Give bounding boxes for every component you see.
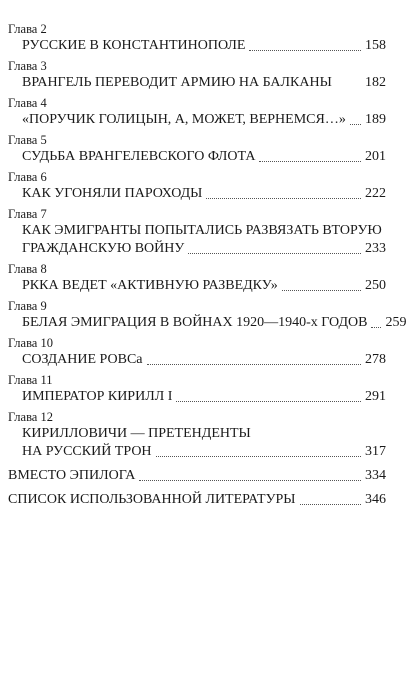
dot-leader	[206, 198, 361, 199]
toc-entry-line	[8, 74, 386, 92]
toc-chapter[interactable]	[8, 262, 386, 295]
chapter-label: Глава 9	[8, 299, 47, 313]
dot-leader	[176, 401, 361, 402]
entry-title: СОЗДАНИЕ РОВСа	[22, 352, 143, 367]
entry-title: СПИСОК ИСПОЛЬЗОВАННОЙ ЛИТЕРАТУРЫ	[8, 492, 296, 507]
toc-chapter[interactable]	[8, 96, 386, 129]
entry-title: РККА ВЕДЕТ «АКТИВНУЮ РАЗВЕДКУ»	[22, 278, 278, 293]
table-of-contents	[8, 22, 407, 509]
entry-title: ВРАНГЕЛЬ ПЕРЕВОДИТ АРМИЮ НА БАЛКАНЫ	[22, 75, 332, 90]
dot-leader	[350, 124, 361, 125]
page-number: 291	[365, 389, 386, 404]
entry-title: ГРАЖДАНСКУЮ ВОЙНУ	[22, 241, 185, 256]
page-number: 182	[365, 75, 386, 90]
toc-entry-line	[8, 351, 386, 369]
toc-chapter[interactable]	[8, 336, 386, 369]
entry-title: РУССКИЕ В КОНСТАНТИНОПОЛЕ	[22, 38, 246, 53]
page-number: 189	[365, 112, 386, 127]
entry-title: ВМЕСТО ЭПИЛОГА	[8, 468, 136, 483]
toc-entry-line	[8, 240, 386, 258]
dot-leader	[282, 290, 361, 291]
chapter-label: Глава 5	[8, 133, 47, 147]
chapter-label: Глава 4	[8, 96, 47, 110]
toc-entry-line	[8, 185, 386, 203]
entry-title: «ПОРУЧИК ГОЛИЦЫН, А, МОЖЕТ, ВЕРНЕМСЯ…»	[22, 112, 346, 127]
entry-title: СУДЬБА ВРАНГЕЛЕВСКОГО ФЛОТА	[22, 149, 256, 164]
entry-title: КАК УГОНЯЛИ ПАРОХОДЫ	[22, 186, 203, 201]
toc-chapter[interactable]	[8, 410, 386, 461]
page-number: 233	[365, 241, 386, 256]
entry-title: ИМПЕРАТОР КИРИЛЛ I	[22, 389, 173, 404]
toc-entry-line	[8, 443, 386, 461]
page-number: 317	[365, 444, 386, 459]
toc-entry-line	[8, 37, 386, 55]
toc-entry-epilogue[interactable]	[8, 467, 386, 485]
dot-leader	[147, 364, 362, 365]
page-number: 222	[365, 186, 386, 201]
dot-leader	[259, 161, 361, 162]
chapter-label: Глава 12	[8, 410, 53, 424]
entry-title: КАК ЭМИГРАНТЫ ПОПЫТАЛИСЬ РАЗВЯЗАТЬ ВТОРУЮ	[22, 223, 382, 238]
entry-title: БЕЛАЯ ЭМИГРАЦИЯ В ВОЙНАХ 1920—1940-х ГОДОВ	[22, 315, 368, 330]
toc-entry-line	[8, 277, 386, 295]
toc-chapter[interactable]	[8, 299, 407, 332]
toc-chapter[interactable]	[8, 207, 386, 258]
entry-title: НА РУССКИЙ ТРОН	[22, 444, 152, 459]
chapter-label: Глава 2	[8, 22, 47, 36]
chapter-label: Глава 8	[8, 262, 47, 276]
toc-chapter[interactable]	[8, 59, 386, 92]
page-number: 250	[365, 278, 386, 293]
chapter-label: Глава 7	[8, 207, 47, 221]
dot-leader	[249, 50, 361, 51]
dot-leader	[188, 253, 361, 254]
page-number: 201	[365, 149, 386, 164]
toc-entry-line	[8, 111, 386, 129]
chapter-label: Глава 10	[8, 336, 53, 350]
toc-chapter[interactable]	[8, 170, 386, 203]
page-number: 334	[365, 468, 386, 483]
page-number: 158	[365, 38, 386, 53]
page-number: 259	[385, 315, 407, 330]
chapter-label: Глава 6	[8, 170, 47, 184]
toc-chapter[interactable]	[8, 22, 386, 55]
dot-leader	[300, 504, 362, 505]
toc-entry-line	[8, 314, 407, 332]
toc-chapter[interactable]	[8, 373, 386, 406]
toc-entry-line	[8, 222, 386, 240]
dot-leader	[371, 327, 381, 328]
chapter-label: Глава 3	[8, 59, 47, 73]
page-number: 346	[365, 492, 386, 507]
page-number: 278	[365, 352, 386, 367]
toc-entry-line	[8, 148, 386, 166]
toc-entry-bibliography[interactable]	[8, 491, 386, 509]
toc-entry-line	[8, 388, 386, 406]
dot-leader	[156, 456, 361, 457]
chapter-list	[8, 22, 407, 461]
entry-title: КИРИЛЛОВИЧИ — ПРЕТЕНДЕНТЫ	[22, 426, 251, 441]
dot-leader	[139, 480, 361, 481]
toc-chapter[interactable]	[8, 133, 386, 166]
chapter-label: Глава 11	[8, 373, 53, 387]
toc-entry-line	[8, 425, 386, 443]
